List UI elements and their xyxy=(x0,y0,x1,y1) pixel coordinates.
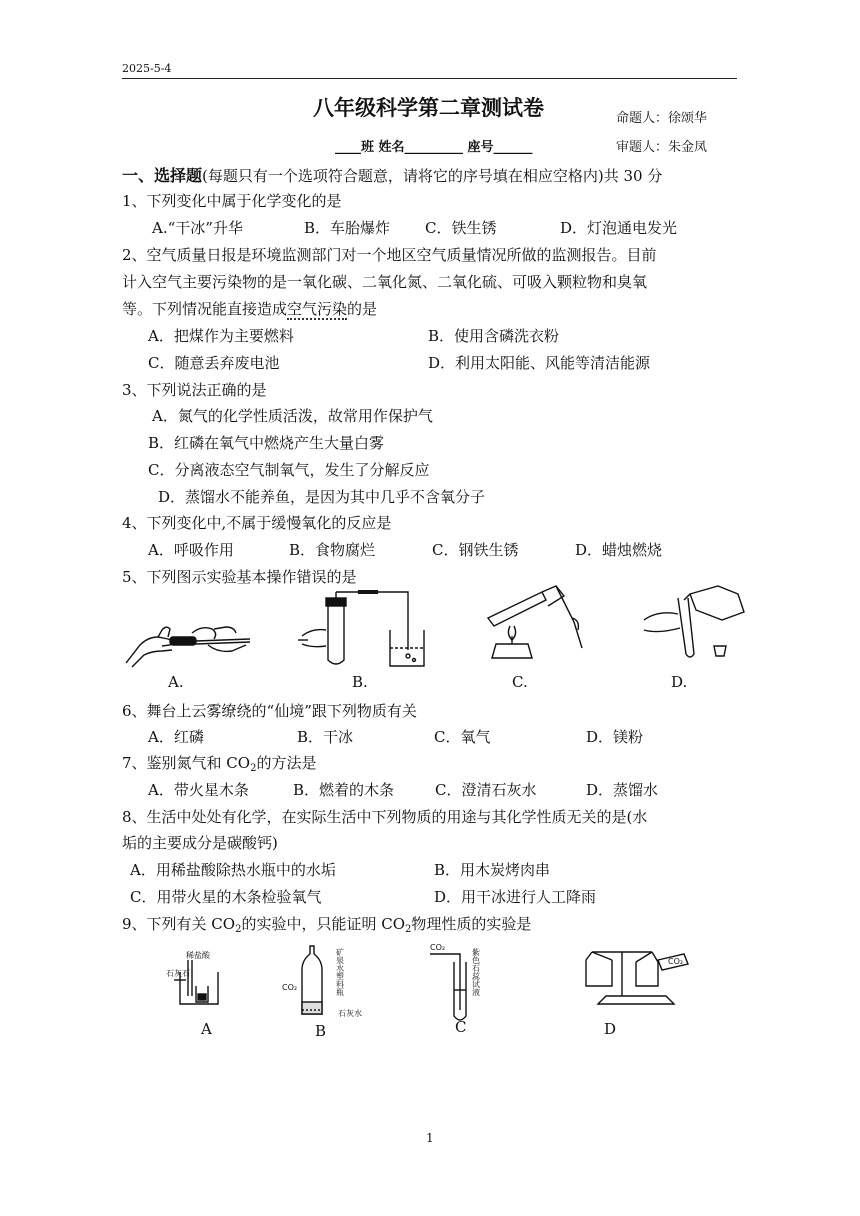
q2-line3-suffix: 的是 xyxy=(347,300,378,318)
q9-stem-suffix: 物理性质的实验是 xyxy=(411,915,532,933)
q1-option-a: A.“干冰”升华 xyxy=(152,219,243,237)
q2-line3-prefix: 等。下列情况能直接造成 xyxy=(122,300,288,318)
q4-stem: 4、下列变化中,不属于缓慢氧化的反应是 xyxy=(122,514,392,532)
q1-option-c: C．铁生锈 xyxy=(425,219,497,237)
q7-option-b: B．燃着的木条 xyxy=(293,781,395,799)
q4-option-c: C．钢铁生锈 xyxy=(432,541,519,559)
q7-option-d: D．蒸馏水 xyxy=(586,781,659,799)
q5-caption-a: A. xyxy=(168,673,184,691)
q2-stem-line2: 计入空气主要污染物的是一氧化碳、二氧化氮、二氧化硫、可吸入颗粒物和臭氧 xyxy=(122,273,648,291)
q9-fig-a-label-limestone: 石灰石 xyxy=(166,969,190,978)
q8-option-a: A．用稀盐酸除热水瓶中的水垢 xyxy=(130,861,336,879)
q3-stem: 3、下列说法正确的是 xyxy=(122,381,267,399)
q9-fig-d-label-co2: CO₂ xyxy=(668,957,684,966)
q9-figure-d xyxy=(578,946,692,1008)
q5-figure-c xyxy=(482,578,590,662)
q6-option-d: D．镁粉 xyxy=(586,728,644,746)
page-title: 八年级科学第二章测试卷 xyxy=(313,95,544,120)
q9-stem-middle: 的实验中，只能证明 CO xyxy=(241,915,406,933)
q7-option-c: C．澄清石灰水 xyxy=(435,781,537,799)
q7-stem xyxy=(122,752,316,774)
q6-option-c: C．氧气 xyxy=(434,728,491,746)
q3-option-a: A．氮气的化学性质活泼，故常用作保护气 xyxy=(152,407,433,425)
q9-figure-a xyxy=(166,946,242,1008)
q1-stem: 1、下列变化中属于化学变化的是 xyxy=(122,192,342,210)
q3-option-b: B．红磷在氧气中燃烧产生大量白雾 xyxy=(148,434,385,452)
q5-figure-d xyxy=(638,584,752,662)
student-info-fields: ____班 姓名_________ 座号______ xyxy=(335,140,533,155)
q7-stem-suffix: 的方法是 xyxy=(256,754,317,772)
q2-option-a: A．把煤作为主要燃料 xyxy=(148,327,294,345)
section-title: 一、选择题 xyxy=(122,166,203,185)
section-heading xyxy=(122,163,662,186)
question-setter: 命题人：徐颂华 xyxy=(616,111,708,126)
q8-stem-line2: 垢的主要成分是碳酸钙) xyxy=(122,834,278,852)
q8-option-b: B．用木炭烤肉串 xyxy=(434,861,551,879)
q2-option-c: C．随意丢弃废电池 xyxy=(148,354,280,372)
q4-option-a: A．呼吸作用 xyxy=(148,541,234,559)
q7-stem-subscript: 2 xyxy=(250,763,257,774)
q1-option-d: D．灯泡通电发光 xyxy=(560,219,678,237)
q9-caption-a: A xyxy=(201,1020,212,1038)
q2-option-d: D．利用太阳能、风能等清洁能源 xyxy=(428,354,651,372)
print-date: 2025-5-4 xyxy=(122,62,172,75)
page-number: 1 xyxy=(426,1131,434,1145)
q9-stem-subscript-1: 2 xyxy=(235,924,242,935)
header-rule xyxy=(122,78,737,79)
q6-stem: 6、舞台上云雾缭绕的“仙境”跟下列物质有关 xyxy=(122,702,417,720)
q9-fig-b-label-bottle: 矿泉水塑料瓶 xyxy=(335,948,345,996)
q6-option-a: A．红磷 xyxy=(148,728,204,746)
q9-fig-b-label-co2: CO₂ xyxy=(282,983,298,992)
q9-figure-c xyxy=(430,940,504,1024)
q9-fig-b-label-limewater: 石灰水 xyxy=(338,1009,362,1018)
reviewer: 审题人：朱金凤 xyxy=(616,140,708,155)
q1-option-b: B．车胎爆炸 xyxy=(304,219,391,237)
q9-stem-prefix: 9、下列有关 CO xyxy=(122,915,236,933)
q4-option-b: B．食物腐烂 xyxy=(289,541,376,559)
q9-fig-c-label-litmus: 紫色石蕊试液 xyxy=(471,948,481,996)
q9-fig-a-label-acid: 稀盐酸 xyxy=(186,951,210,960)
q8-stem-line1: 8、生活中处处有化学，在实际生活中下列物质的用途与其化学性质无关的是(水 xyxy=(122,808,648,826)
q3-option-c: C．分离液态空气制氧气，发生了分解反应 xyxy=(148,461,430,479)
q4-option-d: D．蜡烛燃烧 xyxy=(575,541,663,559)
q9-fig-c-label-co2: CO₂ xyxy=(430,943,446,952)
q2-stem-line3 xyxy=(122,298,377,319)
q5-caption-c: C. xyxy=(512,673,528,691)
q3-option-d: D．蒸馏水不能养鱼，是因为其中几乎不含氧分子 xyxy=(158,488,486,506)
q8-option-c: C．用带火星的木条检验氧气 xyxy=(130,888,322,906)
q9-figure-b xyxy=(282,940,366,1020)
q6-option-b: B．干冰 xyxy=(297,728,354,746)
q9-caption-c: C xyxy=(455,1018,467,1036)
q7-stem-prefix: 7、鉴别氮气和 CO xyxy=(122,754,251,772)
section-instruction: (每题只有一个选项符合题意，请将它的序号填在相应空格内)共 30 分 xyxy=(202,167,663,185)
q2-stem-line1: 2、空气质量日报是环境监测部门对一个地区空气质量情况所做的监测报告。目前 xyxy=(122,246,657,264)
q5-figure-a xyxy=(122,615,254,670)
q9-caption-b: B xyxy=(315,1022,327,1040)
q9-caption-d: D xyxy=(604,1020,617,1038)
q7-option-a: A．带火星木条 xyxy=(148,781,249,799)
q9-stem-subscript-2: 2 xyxy=(405,924,412,935)
q5-caption-b: B. xyxy=(352,673,368,691)
q2-emphasis: 空气污染 xyxy=(287,300,348,318)
q9-stem xyxy=(122,913,531,935)
q5-figure-b xyxy=(296,590,432,670)
q5-caption-d: D. xyxy=(671,673,688,691)
q2-option-b: B．使用含磷洗衣粉 xyxy=(428,327,560,345)
q5-stem: 5、下列图示实验基本操作错误的是 xyxy=(122,568,357,586)
q8-option-d: D．用干冰进行人工降雨 xyxy=(434,888,597,906)
